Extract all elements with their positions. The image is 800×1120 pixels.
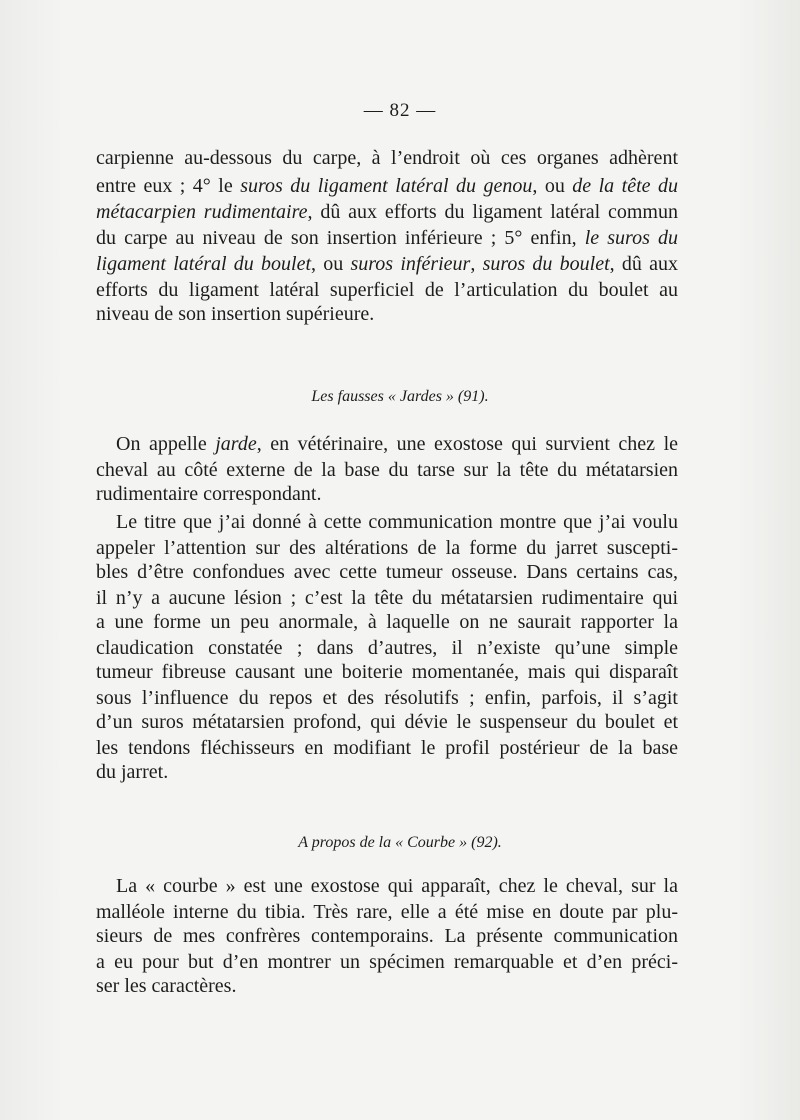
text-line: il n’y a aucune lésion ; c’est la tête du métatarsien rudimentaire qui [96, 587, 678, 609]
text-line: ligament latéral du boulet, ou suros inférieur, suros du boulet, dû aux [96, 253, 678, 275]
text-line: niveau de son insertion supérieure. [96, 303, 375, 325]
text-line: a eu pour but d’en montrer un spécimen remarquable et d’en préci- [96, 951, 678, 973]
section-heading-courbe: A propos de la « Courbe » (92). [298, 834, 502, 851]
text-line: Le titre que j’ai donné à cette communication montre que j’ai voulu [116, 511, 678, 533]
text-line: La « courbe » est une exostose qui apparaît, chez le cheval, sur la [116, 875, 678, 897]
text-line: appeler l’attention sur des altérations de la forme du jarret suscepti- [96, 537, 678, 559]
text-line: rudimentaire correspondant. [96, 483, 322, 505]
text-line: du carpe au niveau de son insertion inférieure ; 5° enfin, le suros du [96, 227, 678, 249]
text-line: sous l’influence du repos et des résolutifs ; enfin, parfois, il s’agit [96, 687, 678, 709]
text-line: tumeur fibreuse causant une boiterie momentanée, mais qui disparaît [96, 661, 678, 683]
text-line: a une forme un peu anormale, à laquelle on ne saurait rapporter la [96, 611, 678, 633]
page-number: — 82 — [363, 100, 437, 121]
text-line: entre eux ; 4° le suros du ligament latéral du genou, ou de la tête du [96, 175, 678, 197]
text-line: métacarpien rudimentaire, dû aux efforts du ligament latéral commun [96, 201, 678, 223]
text-line: claudication constatée ; dans d’autres, il n’existe qu’une simple [96, 637, 678, 659]
text-line: cheval au côté externe de la base du tarse sur la tête du métatarsien [96, 459, 678, 481]
text-line: malléole interne du tibia. Très rare, elle a été mise en doute par plu- [96, 901, 678, 923]
text-line: ser les caractères. [96, 975, 237, 997]
text-line: sieurs de mes confrères contemporains. La présente communication [96, 925, 678, 947]
text-line: On appelle jarde, en vétérinaire, une exostose qui survient chez le [116, 433, 678, 455]
text-line: les tendons fléchisseurs en modifiant le profil postérieur de la base [96, 737, 678, 759]
section-heading-fausses-jardes: Les fausses « Jardes » (91). [311, 388, 489, 405]
text-line: du jarret. [96, 761, 169, 783]
text-line: bles d’être confondues avec cette tumeur osseuse. Dans certains cas, [96, 561, 678, 583]
text-line: d’un suros métatarsien profond, qui dévie le suspenseur du boulet et [96, 711, 678, 733]
text-line: efforts du ligament latéral superficiel de l’articulation du boulet au [96, 279, 678, 301]
text-line: carpienne au-dessous du carpe, à l’endroit où ces organes adhèrent [96, 147, 678, 169]
